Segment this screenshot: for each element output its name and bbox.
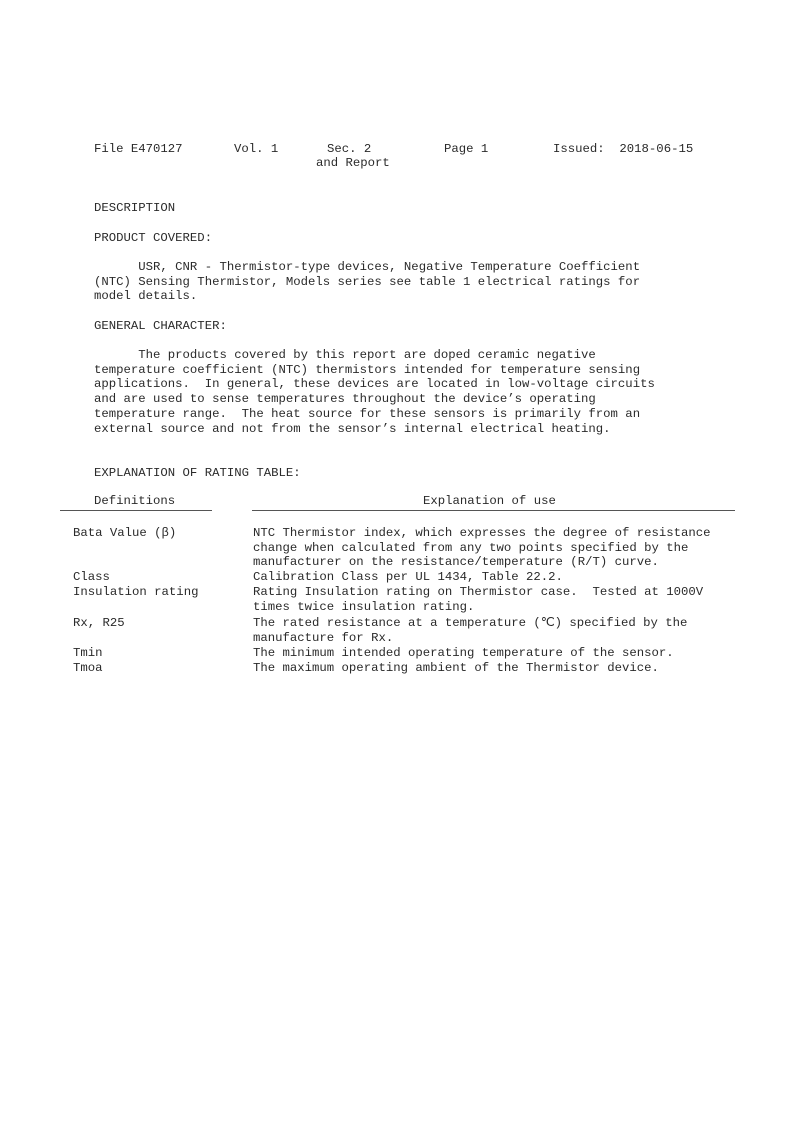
table-row-explanation: The maximum operating ambient of the Thermistor device. xyxy=(253,661,659,675)
table-header-definitions: Definitions xyxy=(94,494,176,508)
table-row-explanation: Rating Insulation rating on Thermistor case. Tested at 1000V times twice insulation rating. xyxy=(253,585,704,614)
header-section-subtitle: and Report xyxy=(316,156,390,170)
table-row-term: Bata Value (β) xyxy=(73,526,177,540)
general-character-heading: GENERAL CHARACTER: xyxy=(94,319,227,333)
description-heading: DESCRIPTION xyxy=(94,201,176,215)
definitions-underline xyxy=(60,510,212,511)
table-row-explanation: NTC Thermistor index, which expresses the degree of resistance change when calculated from any two points specified by the manufacturer on the resistance/temperature (R/T) curve. xyxy=(253,526,711,570)
explanation-heading: EXPLANATION OF RATING TABLE: xyxy=(94,466,301,480)
table-header-explanation: Explanation of use xyxy=(423,494,556,508)
table-row-term: Tmoa xyxy=(73,661,103,675)
table-row-explanation: Calibration Class per UL 1434, Table 22.2. xyxy=(253,570,563,584)
product-covered-text: USR, CNR - Thermistor-type devices, Negative Temperature Coefficient (NTC) Sensing Thermistor, Models series see table 1 electrical ratings for model details. xyxy=(94,260,641,304)
header-page: Page 1 xyxy=(444,142,489,156)
table-row-term: Rx, R25 xyxy=(73,616,125,630)
table-row-explanation: The minimum intended operating temperature of the sensor. xyxy=(253,646,674,660)
explanation-underline xyxy=(252,510,735,511)
header-file: File E470127 xyxy=(94,142,183,156)
product-covered-heading: PRODUCT COVERED: xyxy=(94,231,213,245)
table-row-term: Insulation rating xyxy=(73,585,199,599)
header-section: Sec. 2 xyxy=(327,142,372,156)
table-row-term: Tmin xyxy=(73,646,103,660)
table-row-explanation: The rated resistance at a temperature (℃) specified by the manufacture for Rx. xyxy=(253,616,688,645)
general-character-text: The products covered by this report are doped ceramic negative temperature coefficient (NTC) thermistors intended for temperature sensing applications. In general, these devices are located in low-voltage circuits and are used to sense temperatures throughout the device’s operating temperature range. The heat source for these sensors is primarily from an external source and not from the sensor’s internal electrical heating. xyxy=(94,348,655,436)
header-issued: Issued: 2018-06-15 xyxy=(553,142,694,156)
header-volume: Vol. 1 xyxy=(234,142,279,156)
table-row-term: Class xyxy=(73,570,110,584)
